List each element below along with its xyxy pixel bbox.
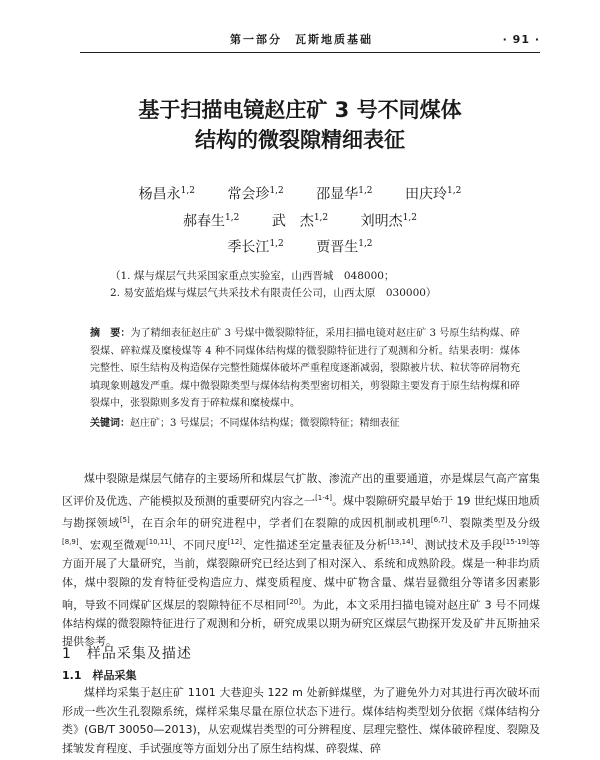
paper-title: [0, 95, 600, 155]
author-list: [0, 180, 600, 260]
citation: [13,14]: [387, 538, 414, 547]
keywords-label: 关键词：: [90, 417, 130, 429]
citation: [1-4]: [315, 493, 332, 502]
author: 季长江$^{1,2}$: [227, 239, 284, 256]
citation: [20]: [286, 597, 301, 606]
author: 武 杰$^{1,2}$: [271, 212, 329, 230]
author-line-3: [0, 233, 600, 260]
introduction: [62, 470, 540, 652]
abstract-text: 为了精细表征赵庄矿 3 号煤中微裂隙特征，采用扫描电镜对赵庄矿 3 号原生结构煤、碎裂煤、碎粒煤及糜棱煤等 4 种不同煤体结构煤的微裂隙特征进行了观测和分析。结果表明：煤体完整性、原生结构及构造保存完整性随煤体破坏严重程度逐渐减弱，裂隙被片状、粒状等碎屑物充填现象则越发严重。煤中微裂隙类型与煤体结构类型密切相关，剪裂隙主要发育于原生结构煤和碎裂煤中，张裂隙则多发育于碎粒煤和糜棱煤中。: [90, 328, 521, 409]
author: 郝春生$^{1,2}$: [183, 212, 240, 230]
section-heading: 1 样品采集及描述: [62, 646, 192, 662]
citation: [12]: [227, 538, 243, 547]
citation: [6,7]: [430, 515, 448, 524]
section-paragraph: 煤样均采集于赵庄矿 1101 大巷迎头 122 m 处新鲜煤壁，为了避免外力对其进行再次破坏而形成一些次生孔裂隙系统，煤样采集尽量在原位状态下进行。煤体结构类型划分依据《煤体结构分类》(GB/T 30050—2013)，从宏观煤岩类型的可分辨程度、层理完整性、煤体破碎程度、裂隙及揉皱发育程度、手试强度等方面划分出了原生结构煤、碎裂煤、碎: [62, 686, 540, 755]
affiliation-1: （1. 煤与煤层气共采国家重点实验室，山西晋城 048000；: [110, 270, 395, 282]
citation: [5]: [119, 515, 130, 524]
author: 田庆玲$^{1,2}$: [405, 186, 462, 203]
subsection-heading: 1.1 样品采集: [62, 669, 137, 682]
running-header: [80, 30, 540, 53]
affiliations: [110, 268, 530, 302]
running-header-section: 第一部分 瓦斯地质基础: [230, 33, 373, 46]
author-line-1: [0, 180, 600, 207]
author-line-2: [0, 207, 600, 234]
affiliation-2: 2. 易安蓝焰煤与煤层气共采技术有限责任公司，山西太原 030000）: [110, 287, 437, 299]
citation: [8,9]: [62, 538, 79, 547]
author: 邵显华$^{1,2}$: [316, 186, 373, 203]
intro-paragraph: 煤中裂隙是煤层气储存的主要场所和煤层气扩散、渗流产出的重要通道，亦是煤层气高产富集区评价及优选、产能模拟及预测的重要研究内容之一[1-4]。煤中裂隙研究最早始于 19 世纪煤田地质与勘探领域[5]，在百余年的研究进程中，学者们在裂隙的成因机制或机理[6,7]、裂隙类型及分级[8,9]、宏观至微观[10,11]、不同尺度[12]、定性描述至定量表征及分析[13,14]、测试技术及手段[15-19]等方面开展了大量研究，当前，煤裂隙研究已经达到了相对深入、系统和成熟阶段。煤是一种非均质体，煤中裂隙的发育特征受构造应力、煤变质程度、煤中矿物含量、煤岩显微组分等诸多因素影响，导致不同煤矿区煤层的裂隙特征不尽相同[20]。为此，本文采用扫描电镜对赵庄矿 3 号不同煤体结构煤的微裂隙特征进行了观测和分析，研究成果以期为研究区煤层气勘探开发及矿井瓦斯抽采提供参考。: [62, 472, 541, 649]
page-number: · 91 ·: [502, 32, 540, 46]
author: 刘明杰$^{1,2}$: [360, 212, 417, 230]
keywords-text: 赵庄矿；3 号煤层；不同煤体结构煤；微裂隙特征；精细表征: [130, 417, 400, 429]
citation: [10,11]: [145, 538, 172, 547]
abstract-label: 摘 要：: [90, 328, 131, 339]
author: 贾晋生$^{1,2}$: [316, 239, 373, 256]
abstract: [90, 325, 520, 432]
citation: [15-19]: [503, 538, 529, 547]
author: 杨昌永$^{1,2}$: [138, 186, 195, 203]
section-1-1-body: [62, 684, 540, 758]
title-line-2: 结构的微裂隙精细表征: [195, 128, 405, 152]
title-line-1: 基于扫描电镜赵庄矿 3 号不同煤体: [138, 98, 462, 122]
author: 常会珍$^{1,2}$: [227, 186, 284, 203]
